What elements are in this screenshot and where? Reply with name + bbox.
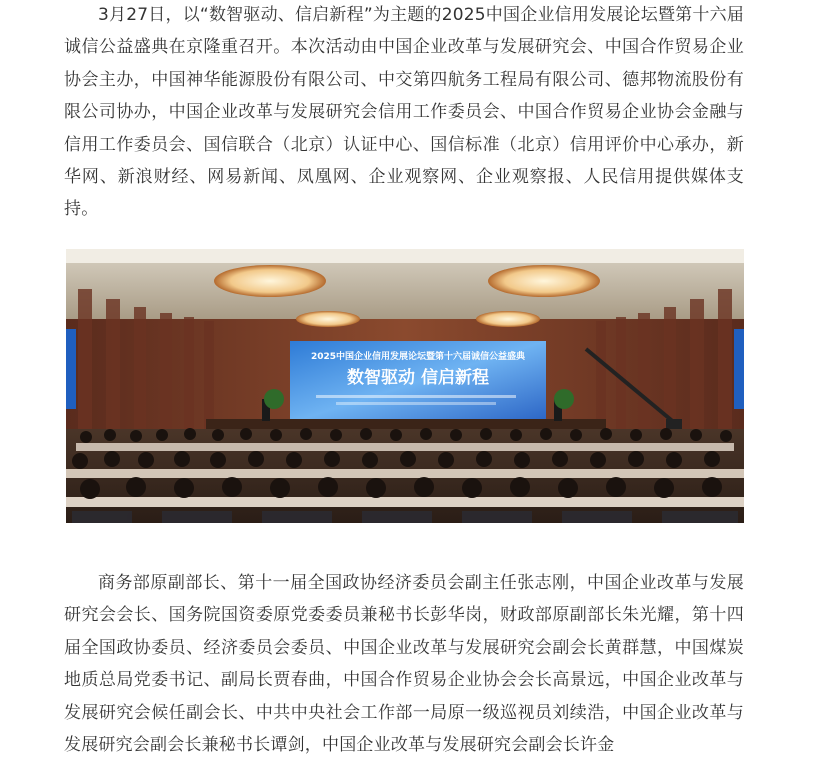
screen-theme: 数智驱动 信启新程 <box>347 368 489 388</box>
attendees-paragraph: 商务部原副部长、第十一届全国政协经济委员会副主任张志刚，中国企业改革与发展研究会会长、国务院国资委原党委委员兼秘书长彭华岗，财政部原副部长朱光耀，第十四届全国政协委员、经济委员会委员、中国企业改革与发展研究会副会长黄群慧，中国煤炭地质总局党委书记、副局长贾春曲，中国合作贸易企业协会会长高景远，中国企业改革与发展研究会候任副会长、中共中央社会工作部一局原一级巡视员刘续浩，中国企业改革与发展研究会副会长兼秘书长谭剑，中国企业改革与发展研究会副会长许金 <box>64 573 744 756</box>
intro-paragraph: 3月27日，以“数智驱动、信启新程”为主题的2025中国企业信用发展论坛暨第十六届诚信公益盛典在京隆重召开。本次活动由中国企业改革与发展研究会、中国合作贸易企业协会主办，中国神华能源股份有限公司、中交第四航务工程局有限公司、德邦物流股份有限公司协办，中国企业改革与发展研究会信用工作委员会、中国合作贸易企业协会金融与信用工作委员会、国信联合（北京）认证中心、国信标准（北京）信用评价中心承办，新华网、新浪财经、网易新闻、凤凰网、企业观察网、企业观察报、人民信用提供媒体支持。 <box>64 5 744 220</box>
screen-event-title: 2025中国企业信用发展论坛暨第十六届诚信公益盛典 <box>310 352 526 362</box>
conference-photo <box>66 249 744 523</box>
